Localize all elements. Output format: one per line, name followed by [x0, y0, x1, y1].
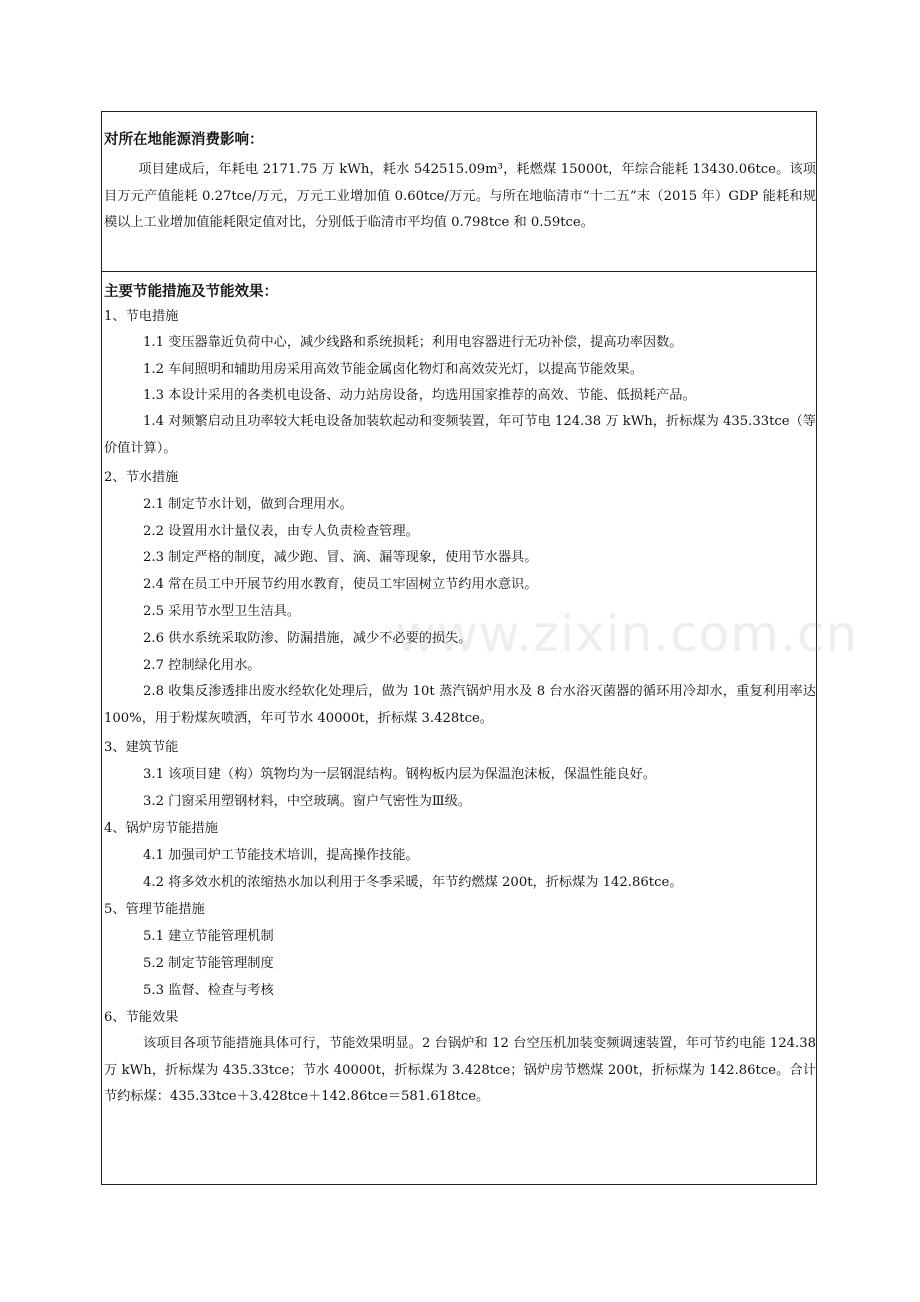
report-table	[101, 111, 817, 1185]
group-title-building: 3、建筑节能	[104, 740, 179, 755]
list-item: 4.2 将多效水机的浓缩热水加以利用于冬季采暖，年节约燃煤 200t，折标煤为 142.86tce。	[143, 875, 683, 890]
list-item: 2.8 收集反渗透排出废水经软化处理后，做为 10t 蒸汽锅炉用水及 8 台水浴灭菌器的循环用冷却水，重复利用率达 100%，用于粉煤灰喷洒，年可节水 40000t，折标煤 3.428tce。	[104, 684, 816, 726]
list-item: 3.1 该项目建（构）筑物均为一层钢混结构。钢构板内层为保温泡沫板，保温性能良好。	[143, 767, 657, 782]
group-title-water: 2、节水措施	[104, 470, 179, 485]
energy-impact-cell	[102, 112, 816, 272]
list-item: 5.2 制定节能管理制度	[143, 956, 274, 971]
list-item: 2.3 制定严格的制度，减少跑、冒、滴、漏等现象，使用节水器具。	[143, 550, 538, 565]
list-item: 1.3 本设计采用的各类机电设备、动力站房设备，均选用国家推荐的高效、节能、低损耗产品。	[143, 388, 696, 403]
effect-paragraph: 该项目各项节能措施具体可行，节能效果明显。2 台锅炉和 12 台空压机加装变频调速装置，年可节约电能 124.38 万 kWh，折标煤为 435.33tce；节水 40000t，折标煤为 3.428tce；锅炉房节燃煤 200t，折标煤为 142.86tce。合计节约标煤：435.33tce＋3.428tce＋142.86tce＝581.618tce。	[104, 1036, 816, 1104]
list-item: 2.6 供水系统采取防渗、防漏措施，减少不必要的损失。	[143, 631, 472, 646]
list-item: 2.2 设置用水计量仪表，由专人负责检查管理。	[143, 524, 419, 539]
list-item: 5.3 监督、检查与考核	[143, 983, 274, 998]
energy-impact-heading: 对所在地能源消费影响：	[104, 132, 264, 148]
list-item: 1.4 对频繁启动且功率较大耗电设备加装软起动和变频装置，年可节电 124.38 万 kWh，折标煤为 435.33tce（等价值计算）。	[104, 414, 816, 456]
list-item: 1.1 变压器靠近负荷中心，减少线路和系统损耗；利用电容器进行无功补偿，提高功率因数。	[143, 335, 683, 350]
list-item: 1.2 车间照明和辅助用房采用高效节能金属卤化物灯和高效荧光灯，以提高节能效果。	[143, 362, 643, 377]
group-title-effect: 6、节能效果	[104, 1010, 179, 1025]
list-item: 2.5 采用节水型卫生洁具。	[143, 604, 301, 619]
group-title-management: 5、管理节能措施	[104, 902, 205, 917]
group-title-boiler: 4、锅炉房节能措施	[104, 821, 218, 836]
list-item: 3.2 门窗采用塑钢材料，中空玻璃。窗户气密性为Ⅲ级。	[143, 794, 472, 809]
list-item: 4.1 加强司炉工节能技术培训，提高操作技能。	[143, 848, 419, 863]
list-item: 2.7 控制绿化用水。	[143, 658, 261, 673]
list-item: 2.1 制定节水计划，做到合理用水。	[143, 497, 353, 512]
list-item: 2.4 常在员工中开展节约用水教育，使员工牢固树立节约用水意识。	[143, 577, 538, 592]
list-item: 5.1 建立节能管理机制	[143, 929, 274, 944]
energy-impact-paragraph: 项目建成后，年耗电 2171.75 万 kWh，耗水 542515.09m³，耗燃煤 15000t，年综合能耗 13430.06tce。该项目万元产值能耗 0.27tce/万元，万元工业增加值 0.60tce/万元。与所在地临清市“十二五”末（2015 年）GDP 能耗和规模以上工业增加值能耗限定值对比，分别低于临清市平均值 0.798tce 和 0.59tce。	[104, 162, 816, 230]
group-title-electric: 1、节电措施	[104, 309, 179, 324]
watermark: www.zixin.com.cn	[395, 605, 859, 663]
measures-heading: 主要节能措施及节能效果：	[104, 284, 278, 300]
